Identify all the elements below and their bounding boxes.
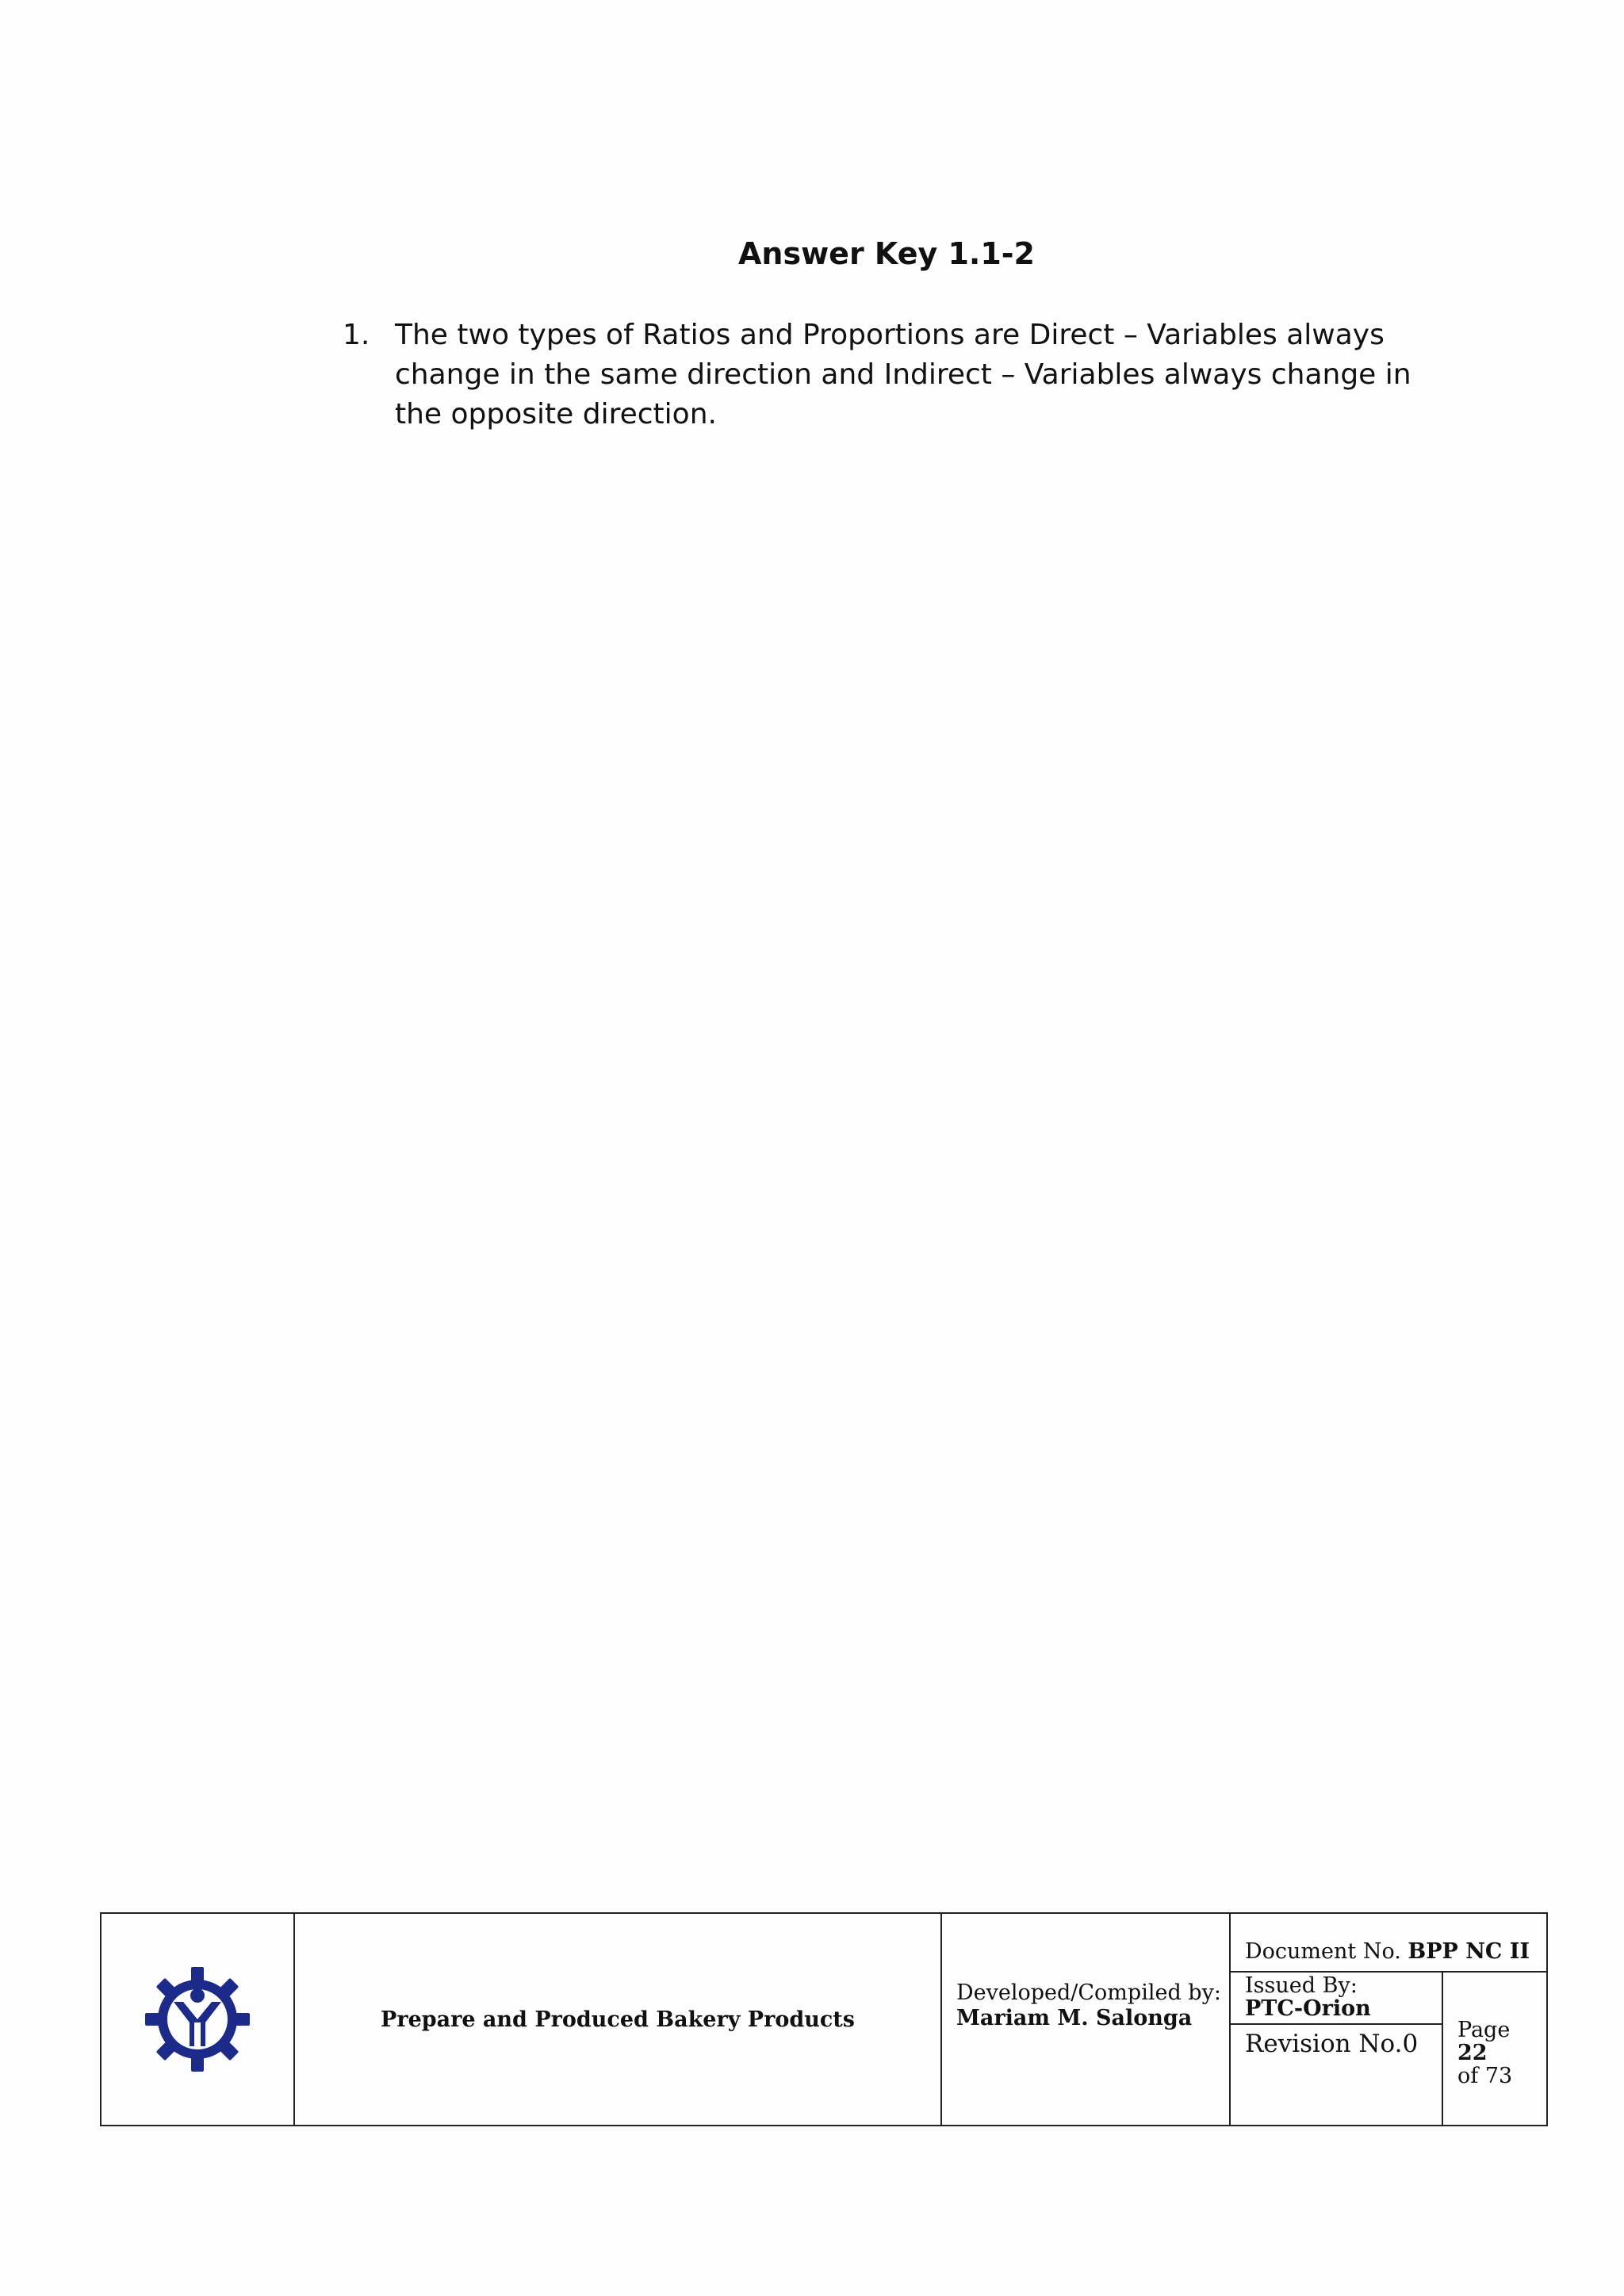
page-label: Page — [1457, 2018, 1511, 2042]
document-detail-row — [1231, 1973, 1546, 2125]
footer-logo-cell — [102, 1914, 295, 2125]
gear-logo-icon — [142, 1964, 253, 2075]
document-footer — [100, 1912, 1548, 2126]
issued-by-cell — [1231, 1973, 1442, 2025]
issued-label: Issued By: — [1245, 1973, 1358, 1998]
footer-course-cell — [295, 1914, 942, 2125]
answer-list — [343, 316, 1437, 434]
document-number-row — [1231, 1914, 1546, 1973]
developed-label: Developed/Compiled by: — [956, 1980, 1221, 2005]
footer-document-cell — [1231, 1914, 1546, 2125]
footer-developer-cell — [942, 1914, 1231, 2125]
document-number: BPP NC II — [1408, 1939, 1530, 1964]
answer-number: 1. — [343, 319, 370, 351]
issuer-revision-block — [1231, 1973, 1443, 2125]
page-number: 22 — [1457, 2041, 1488, 2065]
answer-text: The two types of Ratios and Proportions are Direct – Variables always change in the same direction and Indirect – Variables always change in the opposite direction. — [395, 319, 1411, 430]
page-number-cell — [1443, 1973, 1546, 2125]
document-label: Document No. — [1245, 1939, 1401, 1964]
course-title: Prepare and Produced Bakery Products — [381, 2007, 855, 2032]
page-total: of 73 — [1457, 2064, 1513, 2088]
issuer-name: PTC-Orion — [1245, 1996, 1371, 2021]
answer-item — [343, 316, 1437, 434]
page-title: Answer Key 1.1-2 — [737, 236, 1035, 271]
developer-name: Mariam M. Salonga — [956, 2006, 1193, 2030]
revision-number: Revision No.0 — [1245, 2030, 1419, 2058]
